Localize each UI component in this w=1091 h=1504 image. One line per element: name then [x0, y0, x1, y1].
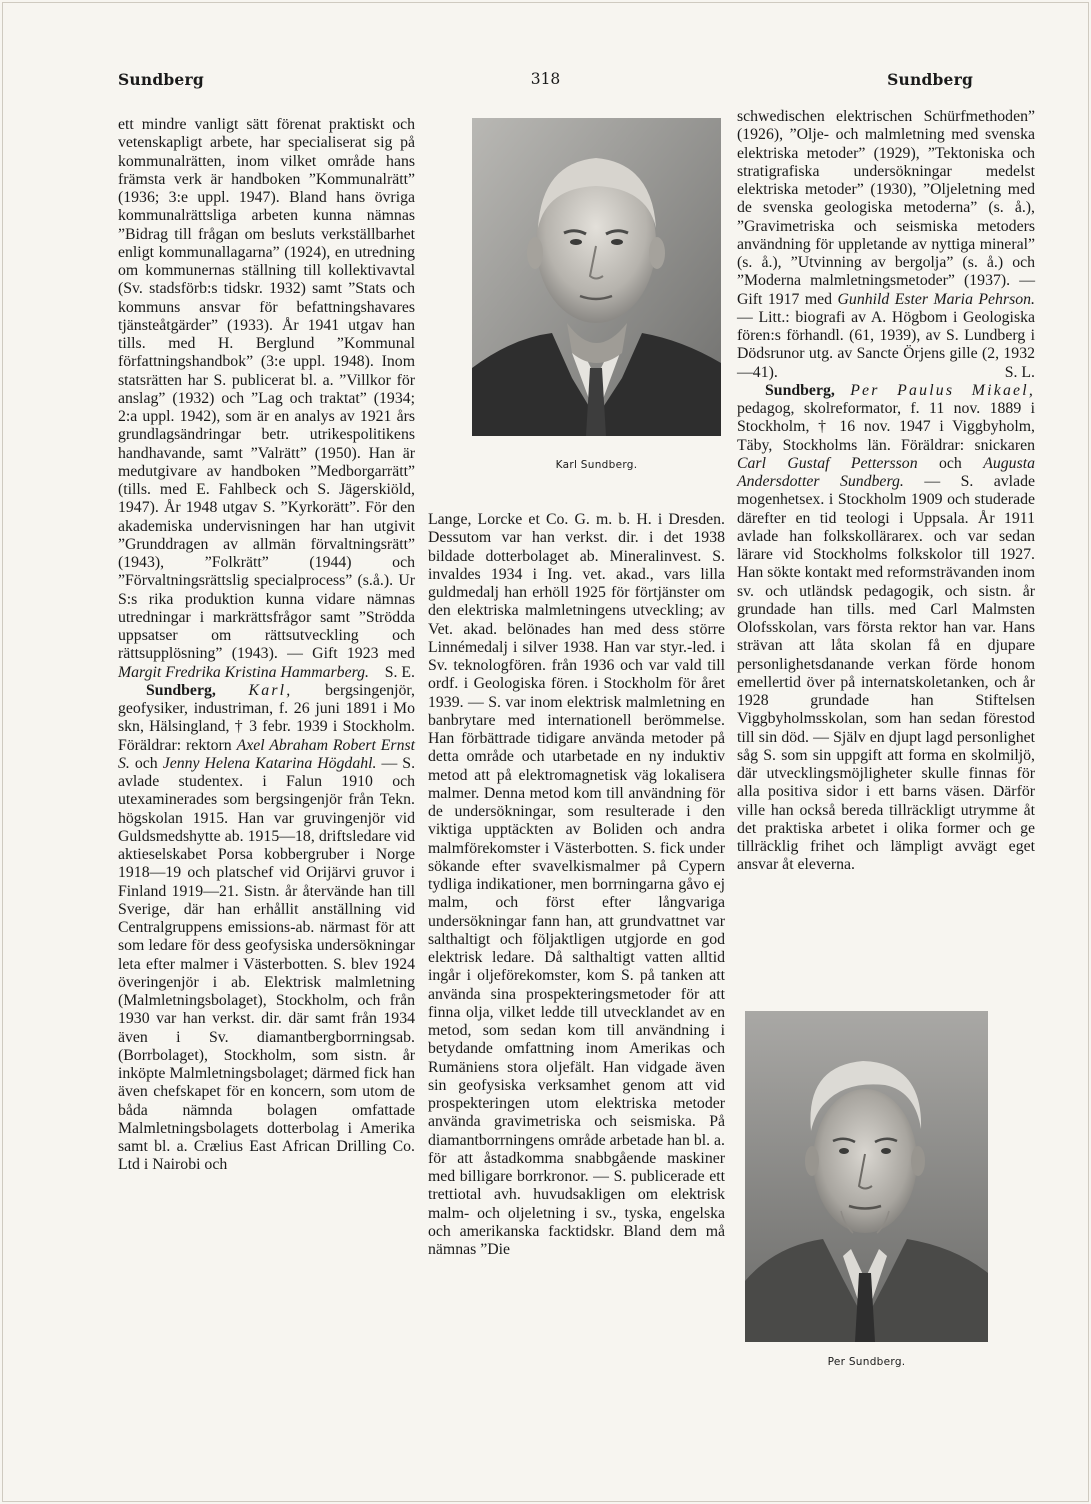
- text-run: pedagog, skolreformator, f. 11 nov. 1889 i Stockholm, † 16 nov. 1947 i Viggbyholm, Täby, Stockholms län. Föräldrar: snickaren: [737, 400, 1035, 454]
- header-left-word: Sundberg: [118, 70, 204, 89]
- column-2: [428, 511, 725, 1259]
- entry-given-name: Per Paulus Mikael,: [850, 381, 1036, 399]
- column-3: [737, 108, 1035, 875]
- text-run-italic: Jenny Helena Katarina Högdahl.: [162, 754, 377, 772]
- entry-surname: Sundberg,: [765, 381, 835, 399]
- text-run: och: [134, 754, 158, 772]
- entry-karl-sundberg: [118, 682, 415, 1175]
- text-run: — S. avlade studentex. i Falun 1910 och utexaminerades som bergsingenjör från Tekn. högskolan 1915. Han var gruvingenjör vid Guldsmedshytte ab. 1915—18, driftsledare vid aktieselskabet Porsa kobbergruber i Norge 1918—19 och platschef vid Orijärvi gruvor i Finland 1919—21. Sistn. år återvände han till Sverige, där han erhållit anställning vid Centralgruppens emissions-ab. närmast för att som ledare för dess geofysiska undersökningar leta efter malmer i Västerbotten. S. blev 1924 överingenjör i ab. Elektrisk malmletning (Malmletningsbolaget), Stockholm, och från 1930 var han verkst. dir. där samt från 1934 även i Sv. diamantbergborrningsab. (Borrbolaget), Stockholm, som sistn. år inköpte Malmletningsbolaget; därmed fick han även chefskapet för en koncern, som utom de båda nämnda bolagen omfattade Malmletningsbolagets dotterbolag i Amerika samt bl. a. Crælius East African Drilling Co. Ltd i Nairobi och: [118, 754, 416, 1174]
- text-run: bergsingenjör, geofysiker, industriman, f. 26 juni 1891 i Mo skn, Hälsingland, † 3 febr. 1939 i Stockholm. Föräldrar: rektorn: [118, 681, 416, 754]
- author-signature: S. E.: [384, 663, 415, 681]
- text-run-italic: Gunhild Ester Maria Pehrson.: [837, 290, 1035, 308]
- entry-surname: Sundberg,: [146, 681, 216, 699]
- text-run: — S. avlade mogenhetsex. i Stockholm 1909 och studerade därefter en tid teologi i Uppsala. År 1911 avlade han folkskollärarex. och var sedan lärare vid Stockholms folkskolor till 1927. Han sökte kontakt med reformsträvanden inom sv. och utländsk pedagogik, och sistn. år grundade han tills. med Carl Malmsten Olofsskolan, vars första rektor han var. Hans strävan att låta skolan få en djupare personlighetsdanande verkan förde honom emellertid över på internatskoletanken, och år 1928 grundade han Stiftelsen Viggbyholmsskolan, som han sedan förestod till sin död. — Själv en djupt lagd personlighet såg S. som sin uppgift att forma en skolmiljö, där utvecklingsmöjligheter skulle finnas för alla positiva sidor i ett barns väsen. Därför ville han också bereda tillräckligt utrymme åt det praktiska arbetet i olika former och ge tillräcklig frihet och lämpligt avvägt eget ansvar åt eleverna.: [737, 473, 1035, 874]
- column-1: [118, 116, 415, 1175]
- text-run-italic: Carl Gustaf Pettersson: [737, 454, 918, 472]
- running-header: [118, 70, 973, 94]
- caption-per: Per Sundberg.: [827, 1356, 906, 1368]
- entry-given-name: Karl,: [248, 681, 293, 699]
- text-run: och: [939, 454, 962, 472]
- paragraph-continued: Lange, Lorcke et Co. G. m. b. H. i Dresden. Dessutom var han verkst. dir. i det 1938 bildade dotterbolaget ab. Mineralinvest. S. invaldes 1934 i Ing. vet. akad., vars lilla guldmedalj han erhöll 1925 för förtjänster om den elektriska malmletningens utveckling; av Vet. akad. belönades han med dess större Linnémedalj i silver 1938. Han var styr.-led. i Sv. teknologfören. från 1936 och var vald till ordf. i Geologiska fören. i Stockholm för året 1939. — S. var inom elektrisk malmletning en banbrytare med internationell berömmelse. Han förbättrade tidigare använda metoder på detta område och utarbetade en ny induktiv metod att på elektromagnetisk väg lokalisera malmer. Denna metod kom till användning för de undersökningar, som resulterade i den viktiga upptäckten av Boliden och andra malmförekomster i Västerbotten. S. fick under sökande efter svavelkismalmer på Cypern tydliga indikationer, men borrningarna gåvo ej malm, och först efter långvariga undersökningar fann han, att grundvattnet var salthaltigt och följaktligen utgjorde en god elektrisk ledare. Då salthaltigt vatten alltid ingår i oljeförekomster, kom S. på tanken att använda sina prospekteringsmetoder för att finna olja, vilket ledde till utvecklandet av en metod, som sedan kom till användning i betydande omfattning inom Amerikas och Rumäniens stora oljefält. Han vidgade även sin geofysiska verksamhet genom att vid prospekteringen utom elektriska metoder använda gravimetriska och seismiska. På diamantborrningens område arbetade han bl. a. för att åstadkomma snabbgående maskiner med billigare borrkronor. — S. publicerade ett trettiotal avh. huvudsakligen om elektrisk malm- och oljeletning i sv., tyska, engelska och amerikanska facktidskr. Bland dem må nämnas ”Die: [428, 511, 725, 1258]
- paragraph-continued: [118, 116, 415, 682]
- portrait-per-image: [745, 1011, 988, 1342]
- caption-karl: Karl Sundberg.: [555, 459, 638, 471]
- text-run-italic: Axel Abraham Robert Ernst S.: [118, 736, 416, 772]
- text-run-italic: Augusta Andersdotter Sundberg.: [737, 454, 1035, 490]
- entry-per-sundberg: [737, 382, 1035, 875]
- text-run: schwedischen elektrischen Schürfmethoden” (1926), ”Olje- och malmletning med svenska elektriska metoder” (1929), ”Tektoniska och stratigrafiska undersökningar medelst elektriska metoder” (1930), ”Oljeletning med de svenska geologiska metoderna” (s. å.), ”Gravimetriska och seismiska metoders användning för uppletande av nyttiga mineral” (s. å.), ”Utvinning av bergolja” (s. å.) och ”Moderna malmletningsmetoder” (1937). — Gift 1917 med: [737, 108, 1035, 308]
- paragraph-continued: [737, 108, 1035, 382]
- portrait-karl-image: [472, 118, 721, 436]
- portrait-photo-per: [745, 1011, 988, 1342]
- page-number: 318: [530, 70, 561, 88]
- text-run-italic: Margit Fredrika Kristina Hammarberg.: [118, 663, 369, 681]
- text-run: — Litt.: biografi av A. Högbom i Geologiska fören:s förhandl. (61, 1939), av S. Lundberg i Dödsrunor utg. av Sancte Örjens gille (2, 1932—41).: [737, 308, 1035, 381]
- text-run: ett mindre vanligt sätt förenat praktiskt och vetenskapligt arbete, har specialiserat sig på kommunalrätten, inom vilket område hans främsta verk är handboken ”Kommunalrätt” (1936; 3:e uppl. 1947). Bland hans övriga kommunalrättsliga arbeten kunna nämnas ”Bidrag till frågan om besluts verkställbarhet enligt kommunallagarna” (1924), en utredning om kommunernas ställning till kollektivavtal (Sv. stadsförb:s tidskr. 1932) samt ”Stats och kommuns ansvar för befattningshavares tjänsteåtgärder” (1933). År 1941 utgav han tills. med H. Berglund ”Kommunal författningshandbok” (3:e uppl. 1948). Inom statsrätten har S. publicerat bl. a. ”Villkor för anslag” (1932) och ”Lag och traktat” (1934; 2:a uppl. 1942), som är en analys av 1921 års grundlagsändringar betr. utrikespolitikens handhavande, samt ”Valrätt” (1950). Han är medutgivare av handboken ”Medborgarrätt” (tills. med E. Fahlbeck och S. Jägerskiöld, 1947). År 1948 utgav S. ”Kyrkorätt”. För den akademiska undervisningen har han utgivit ”Grunddragen av allmän förvaltningsrätt” (1943), ”Folkrätt” (1944) och ”Förvaltningsrättslig specialprocess” (s.å.). Ur S:s rika produktion kunna vidare nämnas utredningar i markrättsfrågor samt ”Strödda uppsatser om rättsutveckling och rättsupplösning” (1943). — Gift 1923 med: [118, 116, 415, 663]
- author-signature: S. L.: [1004, 363, 1035, 381]
- header-right-word: Sundberg: [887, 70, 973, 89]
- portrait-photo-karl: [472, 118, 721, 436]
